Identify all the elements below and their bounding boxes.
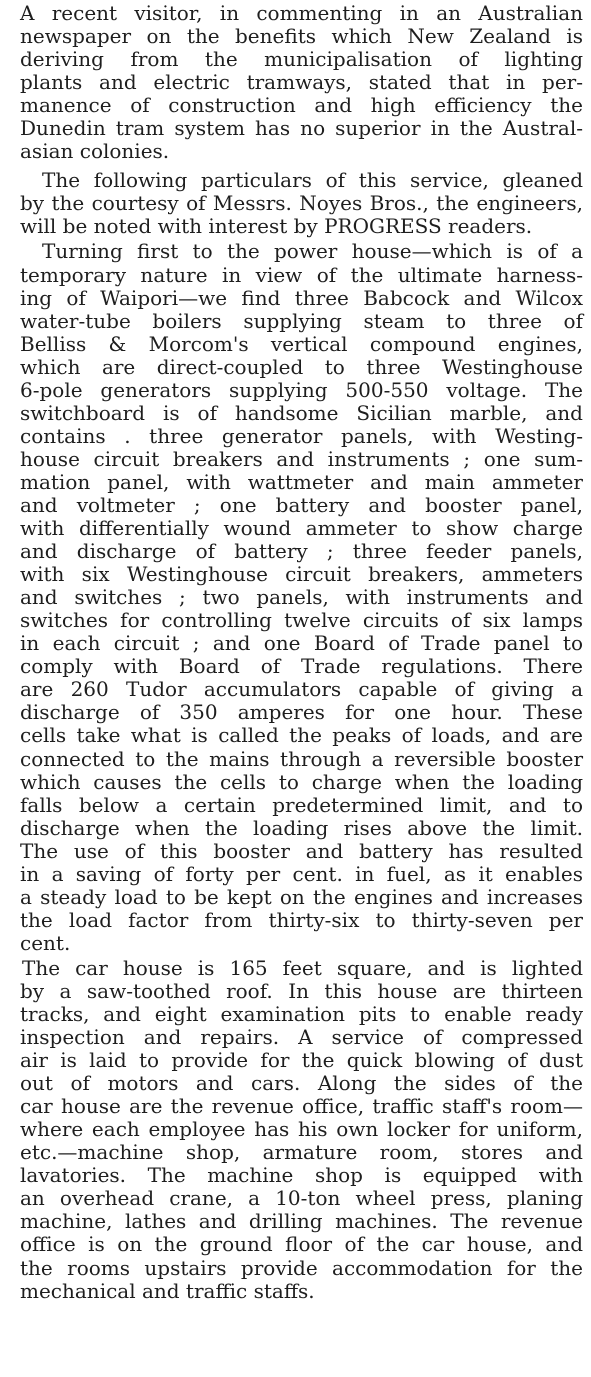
- text-line: with six Westinghouse circuit breakers, ammeters: [20, 562, 583, 587]
- text-line: A recent visitor, in commenting in an Australian: [20, 1, 583, 25]
- text-line: etc.—machine shop, armature room, stores and: [20, 1140, 583, 1165]
- text-line: the rooms upstairs provide accommodation for the: [20, 1255, 583, 1280]
- text-line: house circuit breakers and instruments ; one sum-: [20, 446, 583, 471]
- paragraph-2: [20, 169, 583, 238]
- text-line: mechanical and traffic staffs.: [20, 1278, 315, 1303]
- text-line: in a saving of forty per cent. in fuel, as it enables: [20, 861, 583, 886]
- text-line: contains . three generator panels, with Westing-: [20, 423, 583, 448]
- text-line: a steady load to be kept on the engines and increases: [20, 884, 583, 909]
- text-line: comply with Board of Trade regulations. There: [20, 654, 583, 679]
- text-line: an overhead crane, a 10-ton wheel press, planing: [20, 1186, 583, 1211]
- text-line: discharge when the loading rises above the limit.: [20, 815, 583, 840]
- text-line: by the courtesy of Messrs. Noyes Bros., the engineers,: [20, 191, 583, 216]
- text-line: manence of construction and high efficiency the: [20, 93, 583, 118]
- paragraph-3: [20, 240, 583, 954]
- text-line: 6-pole generators supplying 500-550 voltage. The: [20, 377, 583, 402]
- text-line: and voltmeter ; one battery and booster panel,: [20, 492, 583, 517]
- text-line: office is on the ground floor of the car house, and: [20, 1232, 583, 1257]
- text-line: discharge of 350 amperes for one hour. These: [20, 700, 583, 725]
- text-line: which are direct-coupled to three Westinghouse: [20, 354, 583, 379]
- article-page: [20, 0, 583, 1305]
- text-line: The car house is 165 feet square, and is lighted: [22, 955, 583, 980]
- text-line: will be noted with interest by PROGRESS readers.: [20, 214, 533, 239]
- text-line: water-tube boilers supplying steam to three of: [20, 308, 583, 333]
- text-line: plants and electric tramways, stated that in per-: [20, 70, 583, 95]
- text-line: switchboard is of handsome Sicilian marble, and: [20, 400, 583, 425]
- text-line: out of motors and cars. Along the sides of the: [20, 1071, 583, 1096]
- text-line: temporary nature in view of the ultimate harness-: [20, 262, 583, 287]
- text-line: car house are the revenue office, traffic staff's room—: [20, 1094, 583, 1119]
- text-line: with differentially wound ammeter to show charge: [20, 516, 583, 541]
- text-line: air is laid to provide for the quick blowing of dust: [20, 1048, 583, 1073]
- text-line: connected to the mains through a reversible booster: [20, 746, 583, 771]
- text-line: and switches ; two panels, with instruments and: [20, 585, 583, 610]
- text-line: The use of this booster and battery has resulted: [20, 838, 583, 863]
- text-line: The following particulars of this service, gleaned: [42, 168, 583, 193]
- text-line: which causes the cells to charge when the loading: [20, 769, 583, 794]
- text-line: machine, lathes and drilling machines. The revenue: [20, 1209, 583, 1234]
- paragraph-1: [20, 2, 583, 163]
- text-line: ing of Waipori—we find three Babcock and Wilcox: [20, 285, 583, 310]
- text-line: the load factor from thirty-six to thirty-seven per: [20, 907, 583, 932]
- text-line: are 260 Tudor accumulators capable of giving a: [20, 677, 583, 702]
- text-line: cent.: [20, 930, 71, 955]
- text-line: and discharge of battery ; three feeder panels,: [20, 539, 583, 564]
- text-line: where each employee has his own locker for uniform,: [20, 1117, 583, 1142]
- paragraph-4: [20, 957, 583, 1303]
- text-line: newspaper on the benefits which New Zealand is: [20, 24, 583, 49]
- text-line: Dunedin tram system has no superior in the Austral-: [20, 116, 583, 141]
- text-line: in each circuit ; and one Board of Trade panel to: [20, 631, 583, 656]
- text-line: by a saw-toothed roof. In this house are thirteen: [20, 978, 583, 1003]
- text-line: switches for controlling twelve circuits of six lamps: [20, 608, 583, 633]
- text-line: tracks, and eight examination pits to enable ready: [20, 1002, 583, 1027]
- text-line: Belliss & Morcom's vertical compound engines,: [20, 331, 583, 356]
- text-line: cells take what is called the peaks of loads, and are: [20, 723, 583, 748]
- text-line: lavatories. The machine shop is equipped with: [20, 1163, 583, 1188]
- text-line: asian colonies.: [20, 139, 170, 164]
- text-line: Turning first to the power house—which is of a: [42, 239, 583, 264]
- text-line: falls below a certain predetermined limit, and to: [20, 792, 583, 817]
- text-line: mation panel, with wattmeter and main ammeter: [20, 469, 583, 494]
- text-line: inspection and repairs. A service of compressed: [20, 1025, 583, 1050]
- text-line: deriving from the municipalisation of lighting: [20, 47, 583, 72]
